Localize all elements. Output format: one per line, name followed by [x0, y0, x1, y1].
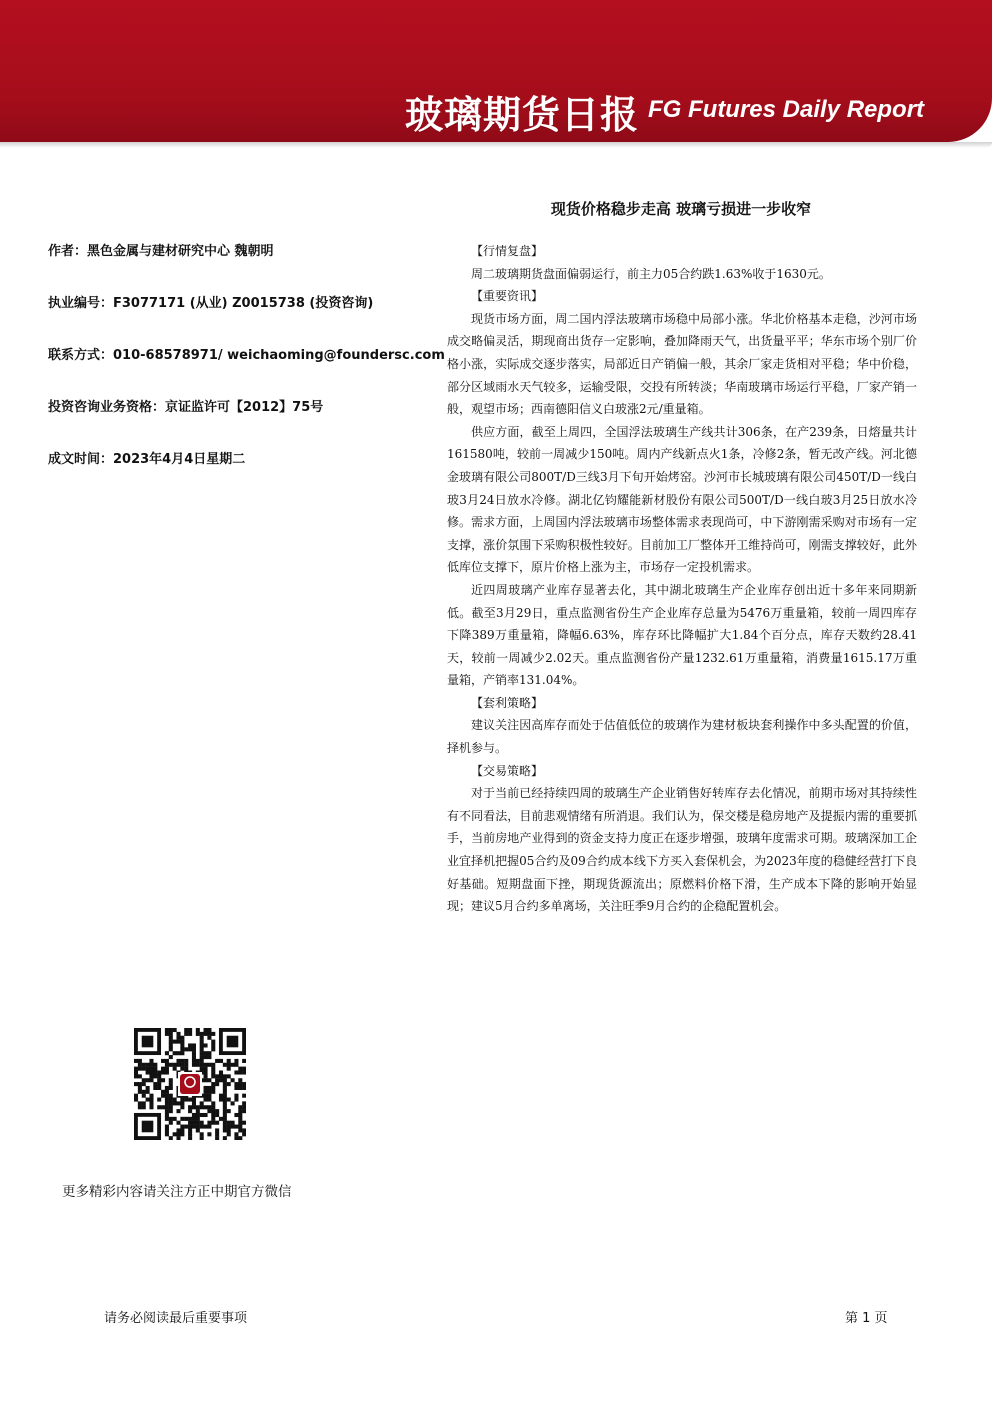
footer-notice: 请务必阅读最后重要事项	[104, 1311, 248, 1326]
license-line: 执业编号：F3077171 (从业) Z0015738 (投资咨询)	[48, 296, 374, 311]
section-heading-trading: 【交易策略】	[471, 763, 544, 778]
header-title-en: FG Futures Daily Report	[648, 96, 925, 123]
qr-code-icon[interactable]	[134, 1028, 246, 1140]
report-title: 现货价格稳步走高 玻璃亏损进一步收窄	[550, 200, 812, 218]
section-heading-arbitrage: 【套利策略】	[471, 695, 544, 710]
section-heading-news: 【重要资讯】	[471, 289, 544, 304]
report-body	[447, 240, 917, 918]
author-meta-block	[48, 243, 443, 503]
section-heading-market-review: 【行情复盘】	[471, 244, 544, 258]
header-title-cn: 玻璃期货日报	[405, 93, 640, 137]
paragraph: 对于当前已经持续四周的玻璃生产企业销售好转库存去化情况，前期市场对其持续性有不同看法，目前悲观情绪有所消退。我们认为，保交楼是稳房地产及提振内需的重要抓手，当前房地产业得到的资金支持力度正在逐步增强，玻璃年度需求可期。玻璃深加工企业宜择机把握05合约及09合约成本线下方买入套保机会，为2023年度的稳健经营打下良好基础。短期盘面下挫，期现货源流出；原燃料价格下滑，生产成本下降的影响开始显现；建议5月合约多单离场，关注旺季9月合约的企稳配置机会。	[447, 786, 917, 914]
author-line: 作者：黑色金属与建材研究中心 魏朝明	[48, 244, 274, 259]
page-number: 第 1 页	[845, 1311, 888, 1326]
qr-code-graphic	[134, 1028, 246, 1140]
qr-caption: 更多精彩内容请关注方正中期官方微信	[62, 1184, 292, 1200]
paragraph: 周二玻璃期货盘面偏弱运行，前主力05合约跌1.63%收于1630元。	[471, 266, 831, 281]
paragraph: 近四周玻璃产业库存显著去化，其中湖北玻璃生产企业库存创出近十多年来同期新低。截至3月29日，重点监测省份生产企业库存总量为5476万重量箱，较前一周四库存下降389万重量箱，降幅6.63%，库存环比降幅扩大1.84个百分点，库存天数约28.41天，较前一周减少2.02天。重点监测省份产量1232.61万重量箱，消费量1615.17万重量箱，产销率131.04%。	[447, 582, 917, 688]
date-line: 成文时间：2023年4月4日星期二	[48, 452, 246, 467]
contact-line: 联系方式：010-68578971/ weichaoming@foundersc.com	[48, 348, 445, 363]
qualification-line: 投资咨询业务资格：京证监许可【2012】75号	[48, 400, 324, 415]
paragraph: 现货市场方面，周二国内浮法玻璃市场稳中局部小涨。华北价格基本走稳，沙河市场成交略偏灵活，期现商出货存一定影响，叠加降雨天气，出货量平平；华东市场个别厂价格小涨，实际成交逐步落实，局部近日产销偏一般，其余厂家走货相对平稳；华中价稳，部分区域雨水天气较多，运输受限，交投有所转淡；华南玻璃市场运行平稳，厂家产销一般，观望市场；西南德阳信义白玻涨2元/重量箱。	[447, 311, 917, 417]
paragraph: 建议关注因高库存而处于估值低位的玻璃作为建材板块套利操作中多头配置的价值，择机参与。	[447, 718, 917, 756]
report-header-banner	[0, 0, 992, 142]
paragraph: 供应方面，截至上周四，全国浮法玻璃生产线共计306条，在产239条，日熔量共计161580吨，较前一周减少150吨。周内产线新点火1条，冷修2条，暂无改产线。河北德金玻璃有限公司800T/D三线3月下旬开始烤窑。沙河市长城玻璃有限公司450T/D一线白玻3月24日放水冷修。湖北亿钧耀能新材股份有限公司500T/D一线白玻3月25日放水冷修。需求方面，上周国内浮法玻璃市场整体需求表现尚可，中下游刚需采购对市场有一定支撑，涨价氛围下采购积极性较好。目前加工厂整体开工维持尚可，刚需支撑较好，此外低库位支撑下，原片价格上涨为主，市场存一定投机需求。	[447, 424, 917, 575]
